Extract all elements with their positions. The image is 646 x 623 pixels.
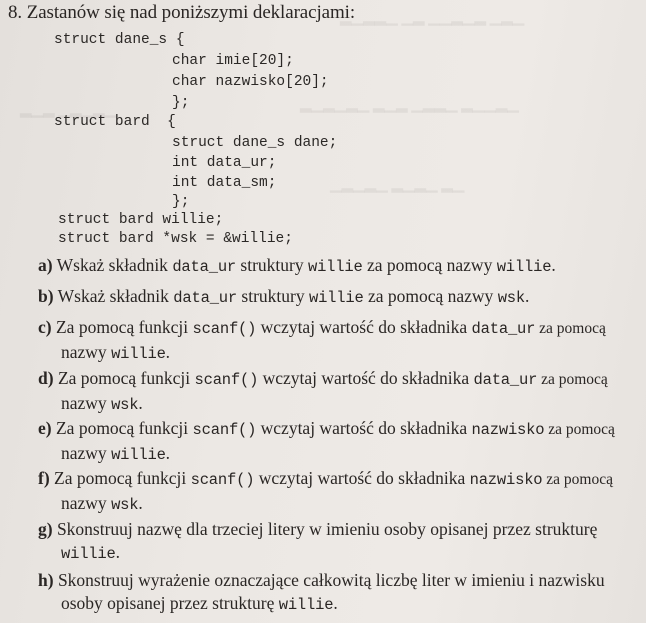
- question-label: h): [38, 570, 54, 590]
- question-continuation: [38, 392, 642, 417]
- question-label: c): [38, 317, 52, 337]
- question-c: [38, 316, 642, 366]
- question-g: [38, 518, 642, 566]
- question-continuation: [38, 541, 642, 566]
- code-term: wsk: [497, 289, 525, 307]
- question-text: .: [115, 542, 120, 562]
- question-text: Za pomocą funkcji: [54, 468, 191, 488]
- question-text: wczytaj wartość do składnika: [254, 468, 470, 488]
- question-text: nazwy: [61, 393, 112, 413]
- question-text: .: [333, 593, 338, 613]
- question-h: [38, 569, 642, 617]
- question-text: Wskaż składnik: [56, 255, 173, 275]
- question-text: wczytaj wartość do składnika: [258, 368, 474, 388]
- question-text: Za pomocą funkcji: [55, 317, 193, 337]
- question-text: .: [138, 393, 143, 413]
- question-text: .: [138, 493, 143, 513]
- question-text: nazwy: [61, 342, 112, 362]
- code-term: willie: [278, 596, 334, 614]
- code-term: nazwisko: [469, 471, 543, 489]
- question-text: struktury: [236, 255, 308, 275]
- show-through-texture: ▁▂▁▂▁ ▂▁▂: [20, 102, 117, 118]
- question-d: [38, 367, 642, 417]
- question-text: osoby opisanej przez strukturę: [61, 593, 279, 613]
- code-term: data_ur: [473, 371, 538, 389]
- code-term: nazwisko: [471, 421, 545, 439]
- question-text: Za pomocą funkcji: [57, 368, 195, 388]
- question-text: Skonstruuj wyrażenie oznaczające całkowitą liczbę liter w imieniu i nazwisku: [57, 570, 605, 590]
- code-line: struct bard *wsk = &willie;: [58, 231, 293, 247]
- code-term: data_ur: [172, 258, 237, 276]
- code-term: willie: [61, 545, 116, 563]
- code-line: int data_sm;: [172, 175, 277, 191]
- code-term: scanf(): [190, 471, 255, 489]
- question-label: f): [38, 468, 50, 488]
- question-text: nazwy: [61, 443, 112, 463]
- code-term: willie: [111, 345, 166, 363]
- question-b: [38, 285, 642, 310]
- question-label: g): [38, 519, 53, 539]
- code-term: willie: [111, 446, 166, 464]
- question-text: .: [551, 255, 556, 275]
- exercise-heading-text: Zastanów się nad poniższymi deklaracjami:: [26, 2, 356, 23]
- code-term: scanf(): [194, 371, 259, 389]
- question-text: za pomocą: [544, 421, 615, 438]
- question-text: za pomocą: [542, 471, 613, 488]
- question-f: [38, 467, 642, 517]
- code-term: data_ur: [471, 320, 536, 338]
- code-term: data_ur: [173, 289, 238, 307]
- question-text: Skonstruuj nazwę dla trzeciej litery w imieniu osoby opisanej przez strukturę: [56, 519, 598, 539]
- code-term: willie: [307, 258, 363, 276]
- code-line: struct bard {: [54, 114, 176, 130]
- question-continuation: [38, 492, 642, 517]
- code-line: char imie[20];: [172, 53, 294, 69]
- code-line: };: [172, 95, 190, 111]
- show-through-texture: ▁▂▁ ▂▁▂▁▁ ▂▁ ▁▂▂▁▂: [340, 10, 525, 26]
- question-text: struktury: [237, 286, 309, 306]
- question-continuation: [38, 592, 642, 617]
- exercise-heading: [8, 2, 355, 24]
- show-through-texture: ▁▂▁▁▂ ▁▂▂▁ ▂▁▂ ▁▂▁▂▁▂: [300, 97, 519, 113]
- question-text: za pomocą nazwy: [363, 286, 498, 306]
- code-line: int data_ur;: [172, 155, 277, 171]
- question-text: nazwy: [61, 493, 112, 513]
- question-continuation: [38, 442, 642, 467]
- question-a: [38, 254, 642, 279]
- show-through-texture: ▁▂ ▁▂▁▂ ▁▂▁▂▁: [330, 177, 465, 193]
- question-text: wczytaj wartość do składnika: [256, 317, 472, 337]
- question-label: b): [38, 286, 54, 306]
- code-line: struct bard willie;: [58, 212, 224, 228]
- question-text: .: [525, 286, 530, 306]
- question-label: a): [38, 255, 53, 275]
- code-term: scanf(): [192, 320, 257, 338]
- question-label: e): [38, 418, 52, 438]
- exercise-number: 8.: [8, 2, 23, 23]
- code-term: willie: [308, 289, 364, 307]
- question-text: za pomocą: [537, 371, 608, 388]
- question-text: .: [165, 342, 171, 362]
- question-e: [38, 417, 642, 467]
- code-line: struct dane_s dane;: [172, 135, 338, 151]
- code-line: struct dane_s {: [54, 32, 185, 48]
- question-text: wczytaj wartość do składnika: [256, 418, 472, 438]
- question-continuation: [38, 341, 642, 366]
- code-term: wsk: [111, 396, 139, 414]
- question-label: d): [38, 368, 54, 388]
- question-text: .: [165, 443, 171, 463]
- code-term: willie: [496, 258, 552, 276]
- code-term: scanf(): [192, 421, 257, 439]
- code-term: wsk: [111, 496, 139, 514]
- question-text: za pomocą nazwy: [362, 255, 497, 275]
- question-text: Za pomocą funkcji: [55, 418, 193, 438]
- question-text: Wskaż składnik: [57, 286, 174, 306]
- question-text: za pomocą: [535, 320, 606, 337]
- code-line: };: [172, 194, 190, 210]
- code-line: char nazwisko[20];: [172, 74, 329, 90]
